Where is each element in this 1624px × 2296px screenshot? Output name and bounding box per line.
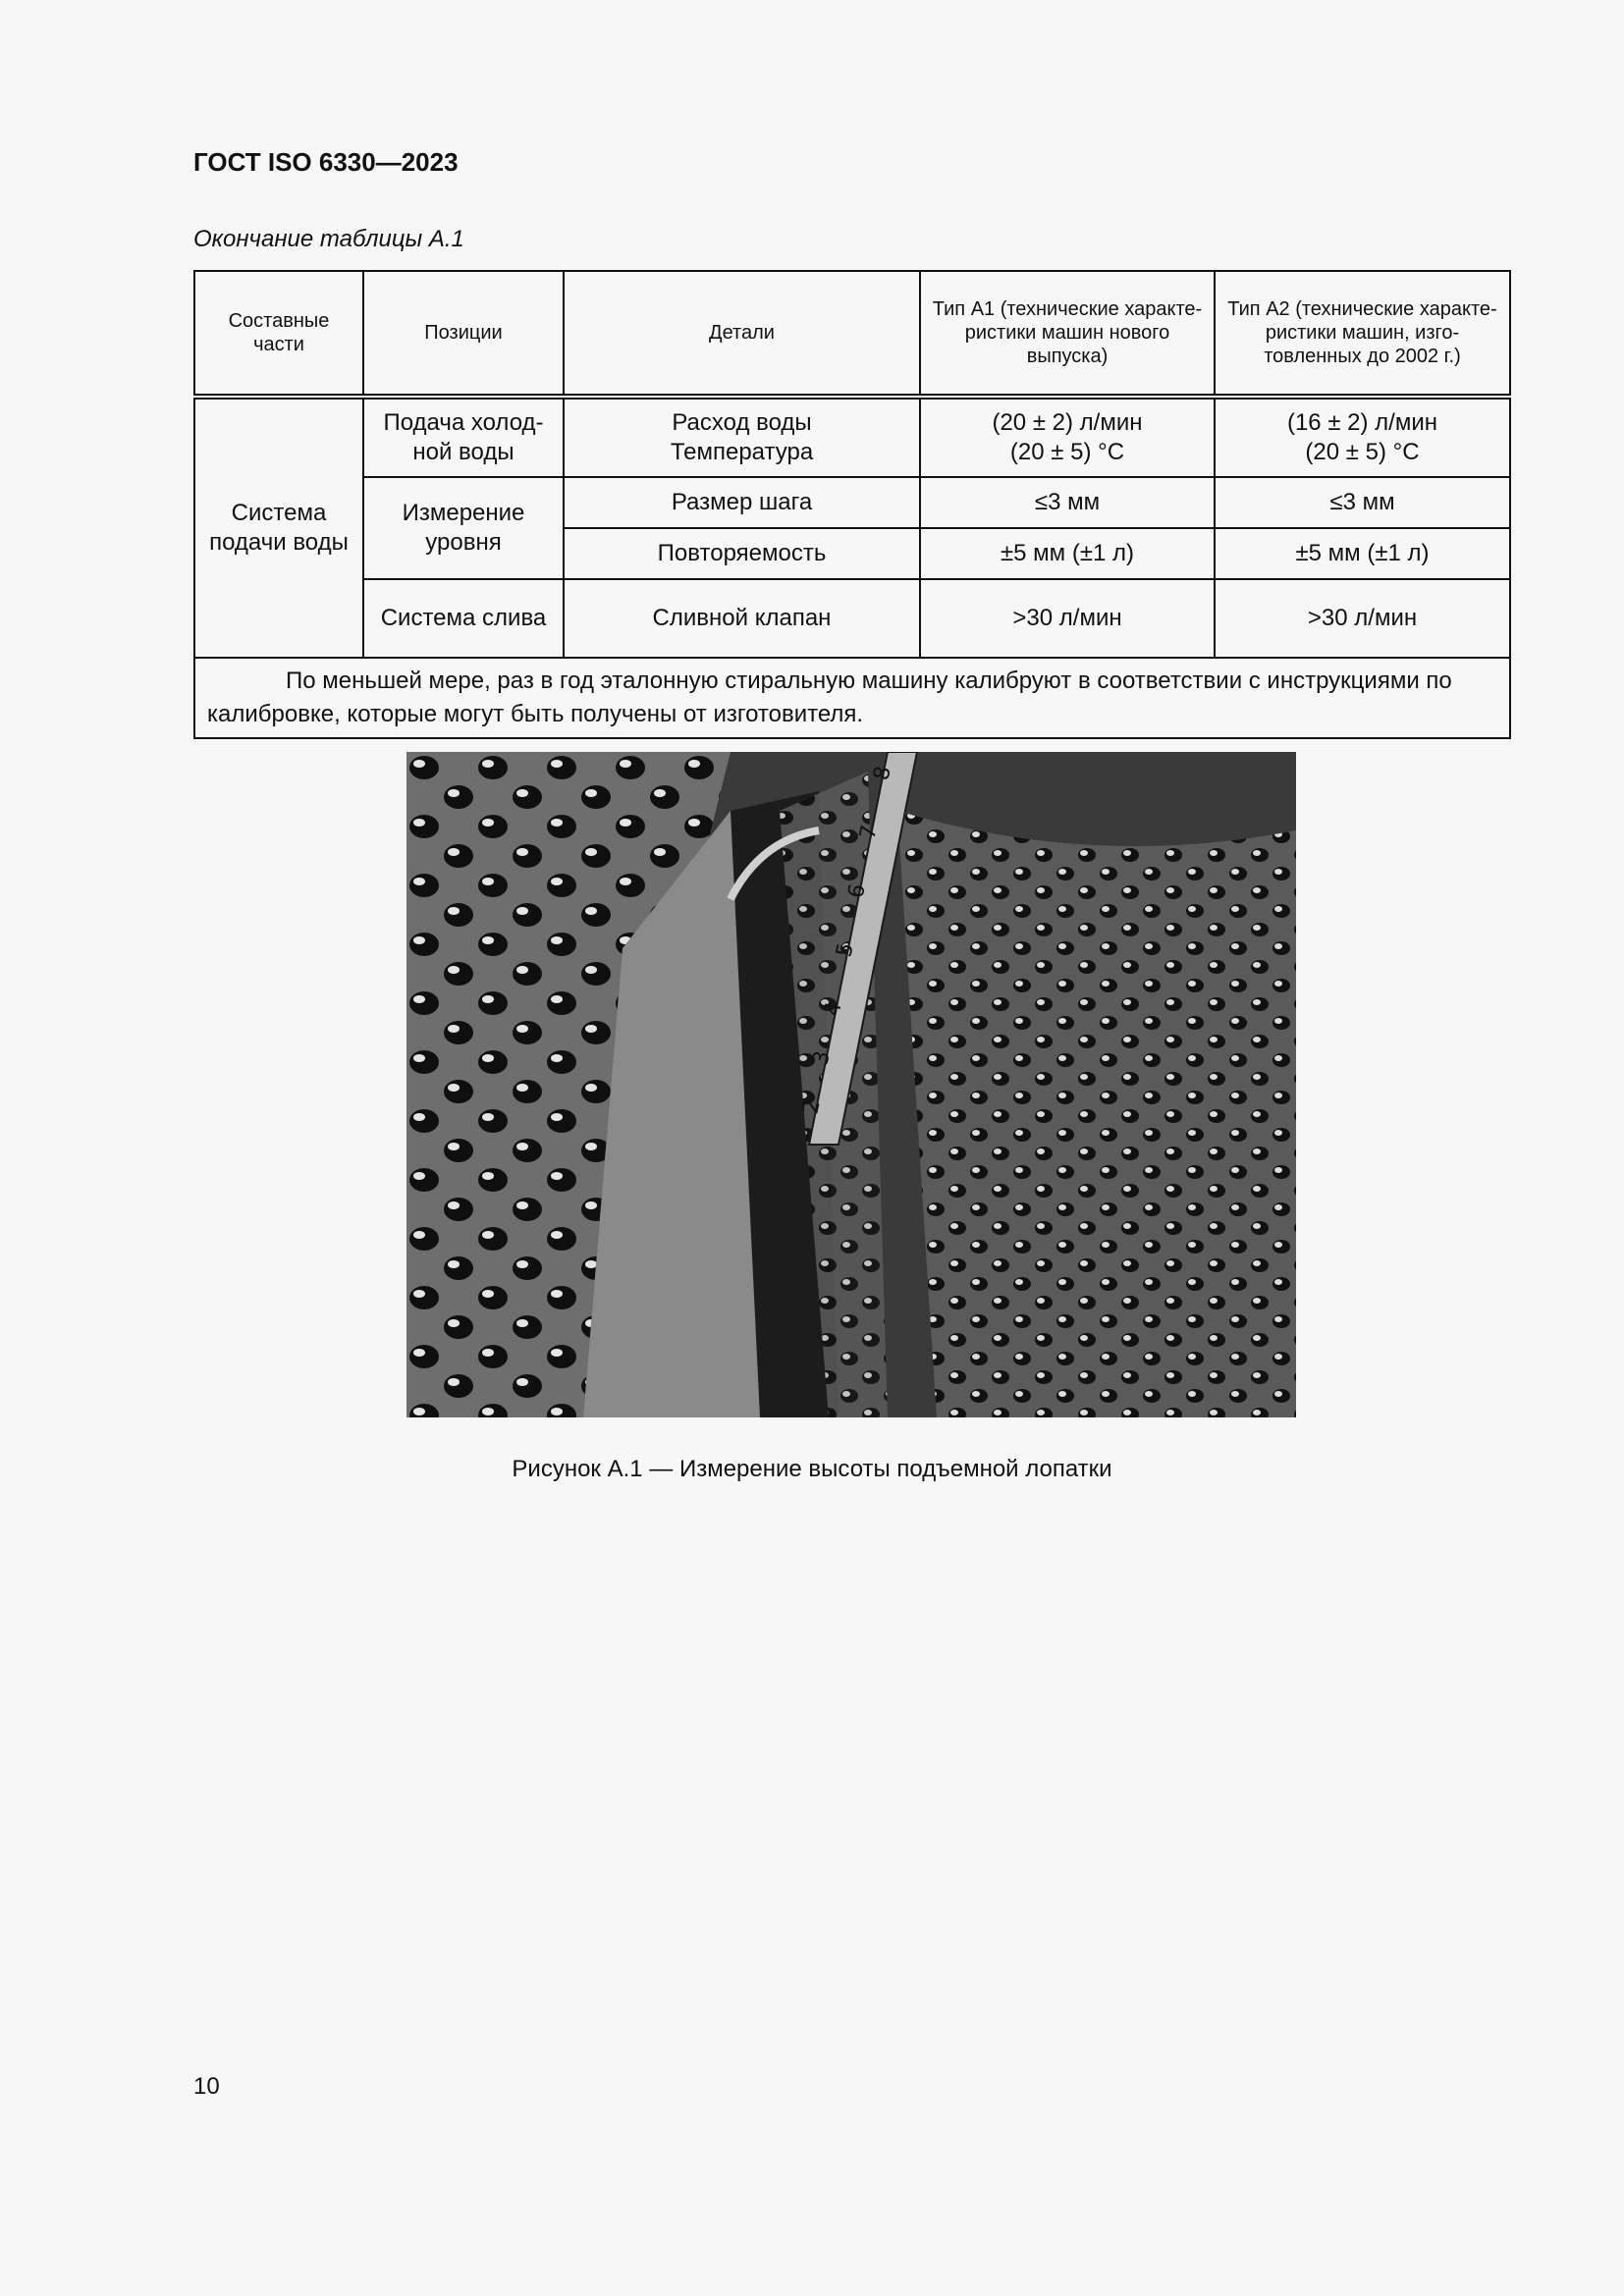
type-a1-cell: ≤3 мм [920, 477, 1215, 528]
type-a2-cell: ±5 мм (±1 л) [1215, 528, 1510, 579]
ruler-mark: 2 [798, 1097, 826, 1117]
type-a1-cell [920, 397, 1215, 477]
ruler-mark: 6 [843, 881, 871, 901]
document-header: ГОСТ ISO 6330—2023 [193, 147, 459, 177]
details-cell: Сливной клапан [564, 579, 920, 658]
table-note-row [194, 658, 1510, 738]
type-a2-cell: ≤3 мм [1215, 477, 1510, 528]
position-cell: Измерение уровня [363, 477, 564, 579]
table-header-row [194, 271, 1510, 397]
spec-table [193, 270, 1511, 739]
details-cell [564, 397, 920, 477]
type-a1-cell: >30 л/мин [920, 579, 1215, 658]
table-row [194, 397, 1510, 477]
type-a2-cell [1215, 397, 1510, 477]
col-header-type-a2: Тип А2 (технические характе- ристики машин, изго- товленных до 2002 г.) [1215, 271, 1510, 397]
value-line: (20 ± 5) °C [1305, 439, 1420, 465]
details-cell: Размер шага [564, 477, 920, 528]
drum-photo-illustration [406, 752, 1296, 1417]
table-row [194, 579, 1510, 658]
type-a1-cell: ±5 мм (±1 л) [920, 528, 1215, 579]
ruler-mark: 7 [855, 823, 883, 842]
col-header-parts: Составные части [194, 271, 363, 397]
group-cell: Система подачи воды [194, 397, 363, 658]
position-cell: Подача холод- ной воды [363, 397, 564, 477]
table-caption: Окончание таблицы А.1 [193, 226, 464, 252]
value-line: (20 ± 5) °C [1009, 439, 1125, 465]
details-line: Температура [670, 439, 814, 465]
page-number: 10 [193, 2073, 220, 2100]
ruler-mark: 4 [820, 999, 847, 1019]
ruler-mark: 3 [808, 1048, 836, 1068]
ruler-mark: 5 [832, 940, 859, 960]
col-header-details: Детали [564, 271, 920, 397]
table-row [194, 477, 1510, 528]
col-header-positions: Позиции [363, 271, 564, 397]
figure-photo [406, 752, 1296, 1417]
value-line: (20 ± 2) л/мин [992, 409, 1143, 436]
details-line: Расход воды [672, 409, 812, 436]
col-header-type-a1: Тип А1 (технические характе- ристики машин нового выпуска) [920, 271, 1215, 397]
ruler-mark: 8 [869, 764, 896, 783]
type-a2-cell: >30 л/мин [1215, 579, 1510, 658]
position-cell: Система слива [363, 579, 564, 658]
details-cell: Повторяемость [564, 528, 920, 579]
drum-right-wall [897, 811, 1296, 1417]
figure-caption: Рисунок А.1 — Измерение высоты подъемной лопатки [512, 1456, 1112, 1482]
table-note: По меньшей мере, раз в год эталонную стиральную машину калибруют в соответствии с инструкциями по калибровке, которые могут быть получены от изготовителя. [194, 658, 1510, 738]
value-line: (16 ± 2) л/мин [1286, 409, 1438, 436]
